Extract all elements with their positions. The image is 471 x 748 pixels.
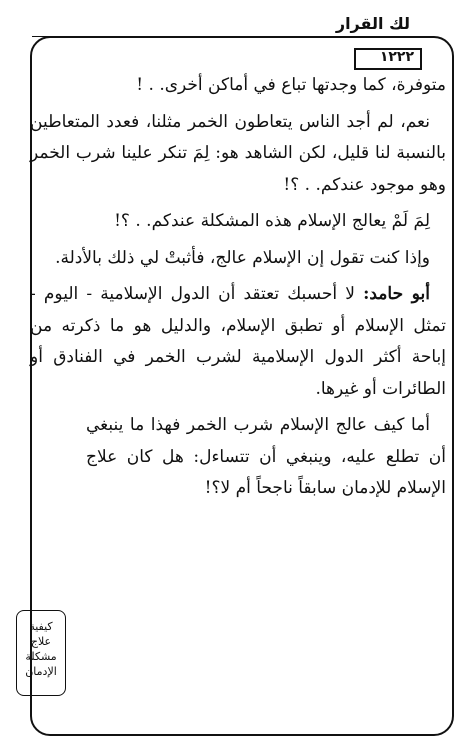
speaker-text: لا أحسبك تعتقد أن الدول الإسلامية - اليوم - تمثل الإسلام أو تطبق الإسلام، والدليل هو ما ذكرته من إباحة أكثر الدول الإسلامية لشرب الخمر في الفنادق أو الطائرات أو غيرها.: [30, 284, 446, 399]
paragraph: متوفرة، كما وجدتها تباع في أماكن أخرى. . !: [136, 75, 446, 95]
header-rule: [32, 36, 344, 37]
paragraph: أما كيف عالج الإسلام شرب الخمر فهذا ما ينبغي أن تطلع عليه، وينبغي أن تتساءل: هل كان علاج الإسلام للإدمان سابقاً ناجحاً أم لا؟!: [86, 415, 446, 498]
page-number-box: [354, 48, 422, 70]
paragraph: وإذا كنت تقول إن الإسلام عالج، فأثبتْ لي ذلك بالأدلة.: [55, 247, 430, 268]
paragraph: نعم، لم أجد الناس يتعاطون الخمر مثلنا، فعدد المتعاطين بالنسبة لنا قليل، لكن الشاهد هو: لِمَ تنكر علينا شرب الخمر وهو موجود عندكم. . ؟!: [30, 111, 446, 195]
speaker-name: أبو حامد:: [363, 284, 430, 304]
margin-note-line: علاج: [30, 635, 52, 648]
page-number: ١٢٢٢: [379, 49, 414, 65]
margin-note-line: كيفية: [29, 620, 53, 633]
running-title: لك القرار: [330, 14, 416, 33]
page-header: [32, 14, 444, 65]
margin-note-line: مشكلة: [25, 650, 57, 663]
margin-note: [16, 610, 66, 696]
paragraph: لِمَ لَمْ يعالج الإسلام هذه المشكلة عندكم. . ؟!: [114, 211, 430, 231]
margin-note-line: الإدمان: [25, 665, 57, 678]
dialogue-paragraph: [30, 279, 446, 405]
body-text: [30, 70, 446, 720]
